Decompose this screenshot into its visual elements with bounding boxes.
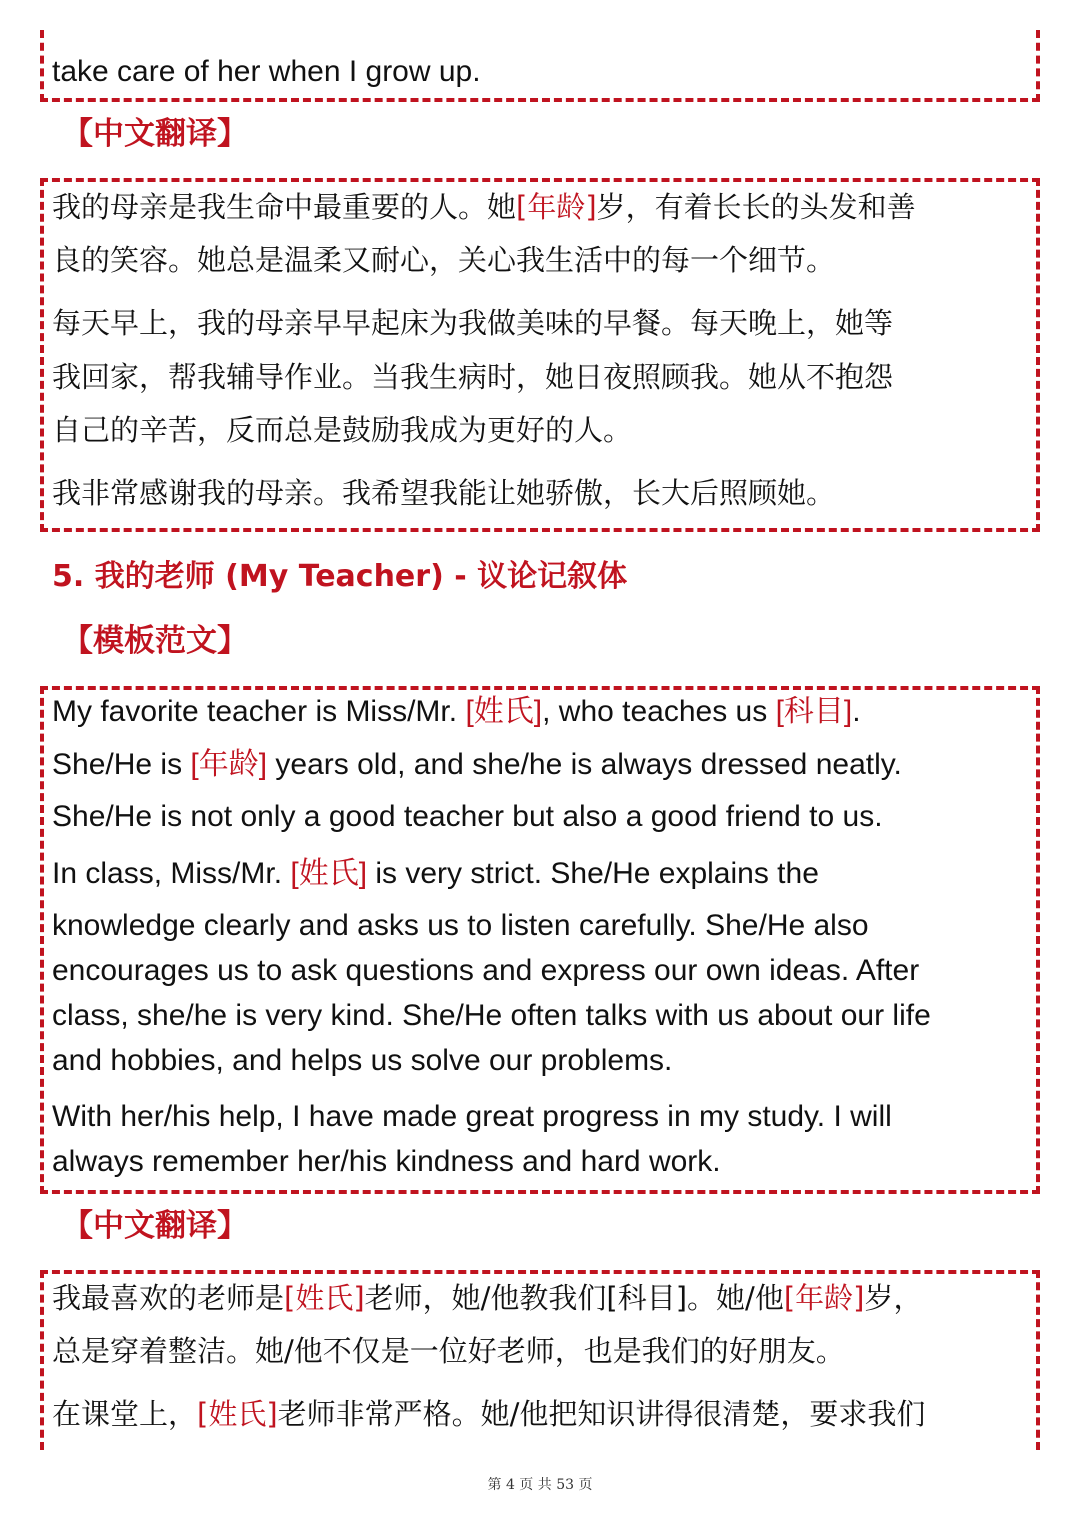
translation-line: 我非常感谢我的母亲。我希望我能让她骄傲，长大后照顾她。 (52, 476, 836, 510)
placeholder-age: [年龄] (516, 190, 597, 224)
translation-line: 我的母亲是我生命中最重要的人。她[年龄]岁，有着长长的头发和善 (52, 190, 916, 224)
essay-line: encourages us to ask questions and express our own ideas. After (52, 954, 920, 987)
placeholder-age: [年龄] (783, 1281, 865, 1315)
label-chinese-translation: 【中文翻译】 (62, 1208, 248, 1244)
essay-line: She/He is [年龄] years old, and she/he is always dressed neatly. (52, 748, 902, 781)
essay-line: and hobbies, and helps us solve our problems. (52, 1044, 673, 1077)
translation-line: 良的笑容。她总是温柔又耐心，关心我生活中的每一个细节。 (52, 243, 836, 277)
placeholder-age: [年龄] (190, 748, 268, 781)
label-model-essay: 【模板范文】 (62, 623, 248, 659)
essay-line: In class, Miss/Mr. [姓氏] is very strict. She/He explains the (52, 857, 819, 890)
placeholder-subject: [科目] (775, 695, 853, 728)
essay-line: always remember her/his kindness and hard work. (52, 1145, 721, 1178)
section-title: 5. 我的老师 (My Teacher) - 议论记叙体 (52, 559, 628, 594)
essay-line: take care of her when I grow up. (52, 55, 481, 88)
label-chinese-translation: 【中文翻译】 (62, 116, 248, 152)
placeholder-surname: [姓氏] (290, 857, 368, 890)
translation-line: 在课堂上，[姓氏]老师非常严格。她/他把知识讲得很清楚，要求我们 (52, 1397, 926, 1431)
translation-line: 我最喜欢的老师是[姓氏]老师，她/他教我们[科目]。她/他[年龄]岁， (52, 1281, 923, 1315)
essay-line: knowledge clearly and asks us to listen carefully. She/He also (52, 909, 869, 942)
page-number: 第 4 页 共 53 页 (487, 1477, 593, 1493)
essay-line: class, she/he is very kind. She/He often talks with us about our life (52, 999, 931, 1032)
translation-line: 自己的辛苦，反而总是鼓励我成为更好的人。 (52, 413, 633, 447)
placeholder-surname: [姓氏] (284, 1281, 365, 1315)
essay-line: My favorite teacher is Miss/Mr. [姓氏], who teaches us [科目]. (52, 695, 861, 728)
essay-line: With her/his help, I have made great progress in my study. I will (52, 1100, 892, 1133)
translation-line: 我回家，帮我辅导作业。当我生病时，她日夜照顾我。她从不抱怨 (52, 360, 894, 394)
placeholder-surname: [姓氏] (465, 695, 543, 728)
placeholder-surname: [姓氏] (197, 1397, 278, 1431)
translation-line: 总是穿着整洁。她/他不仅是一位好老师，也是我们的好朋友。 (52, 1334, 845, 1368)
translation-line: 每天早上，我的母亲早早起床为我做美味的早餐。每天晚上，她等 (52, 306, 894, 340)
essay-line: She/He is not only a good teacher but also a good friend to us. (52, 800, 883, 833)
